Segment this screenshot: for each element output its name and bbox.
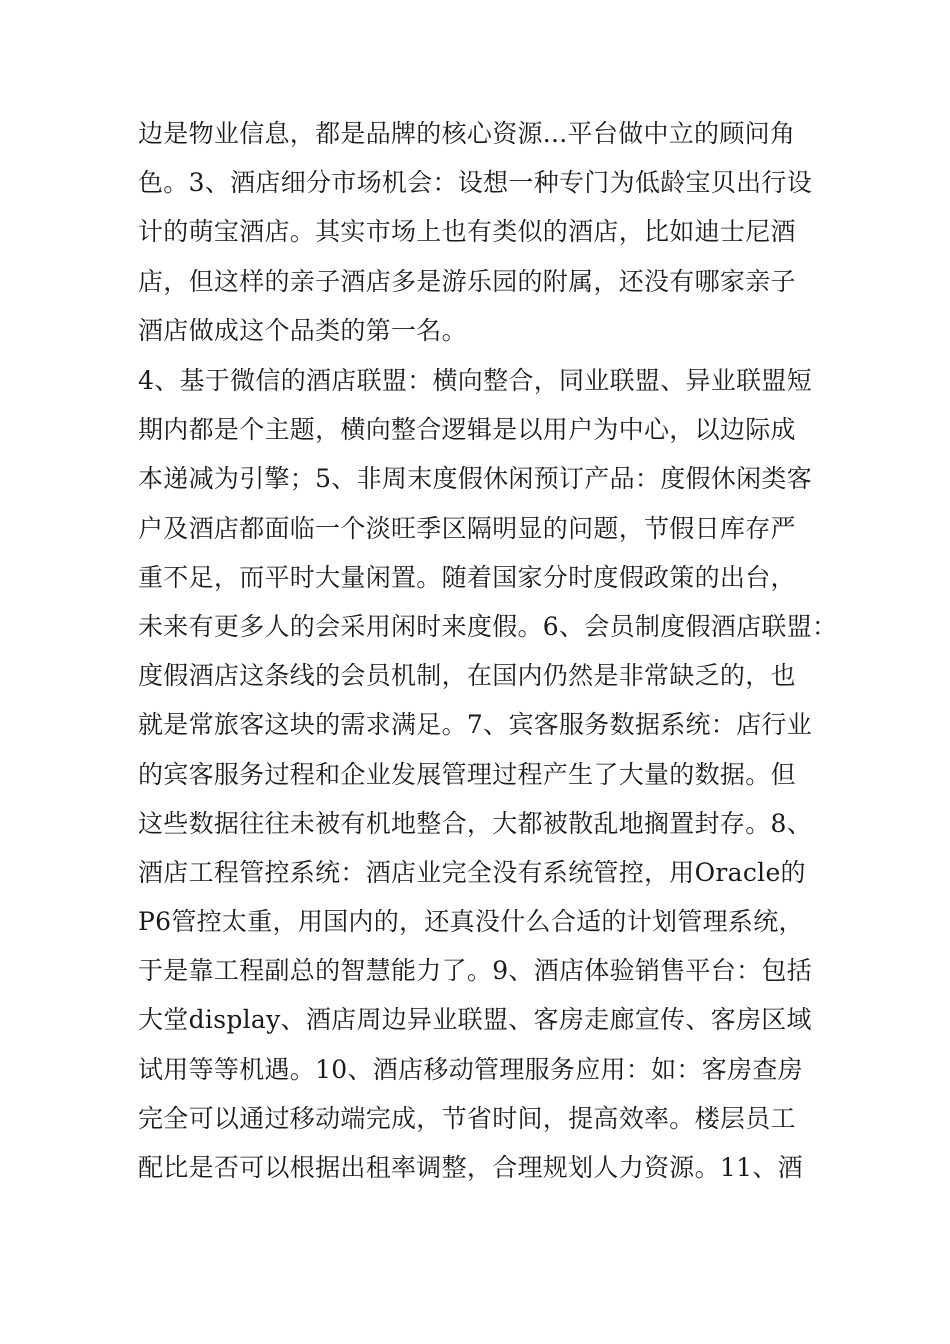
text-line: 试用等等机遇。10、酒店移动管理服务应用：如：客房查房 (138, 1054, 803, 1084)
text-line: 酒店工程管控系统：酒店业完全没有系统管控，用Oracle的 (138, 857, 806, 887)
text-line: 未来有更多人的会采用闲时来度假。6、会员制度假酒店联盟： (138, 611, 838, 641)
text-line: 店，但这样的亲子酒店多是游乐园的附属，还没有哪家亲子 (138, 266, 796, 296)
text-line: 就是常旅客这块的需求满足。7、宾客服务数据系统：店行业 (138, 710, 813, 740)
text-line: 4、基于微信的酒店联盟：横向整合，同业联盟、异业联盟短 (138, 366, 813, 395)
text-line: 完全可以通过移动端完成，节省时间，提高效率。楼层员工 (138, 1103, 796, 1133)
text-line: 度假酒店这条线的会员机制，在国内仍然是非常缺乏的，也 (138, 661, 796, 691)
text-line: P6管控太重，用国内的，还真没什么合适的计划管理系统， (138, 907, 804, 937)
text-line: 计的萌宝酒店。其实市场上也有类似的酒店，比如迪士尼酒 (138, 217, 796, 247)
paragraph-2 (138, 356, 838, 1192)
text-line: 期内都是个主题，横向整合逻辑是以用户为中心，以边际成 (138, 415, 796, 445)
text-line: 本递减为引擎；5、非周末度假休闲预订产品：度假休闲类客 (138, 464, 813, 494)
text-line: 的宾客服务过程和企业发展管理过程产生了大量的数据。但 (138, 759, 796, 789)
text-line: 这些数据往往未被有机地整合，大都被散乱地搁置封存。8、 (138, 808, 813, 838)
text-line: 酒店做成这个品类的第一名。 (138, 315, 467, 345)
text-line: 配比是否可以根据出租率调整，合理规划人力资源。11、酒 (138, 1153, 803, 1182)
paragraph-1 (138, 109, 838, 355)
text-line: 色。3、酒店细分市场机会：设想一种专门为低龄宝贝出行设 (138, 168, 813, 198)
text-line: 重不足，而平时大量闲置。随着国家分时度假政策的出台， (138, 562, 796, 592)
text-line: 户及酒店都面临一个淡旺季区隔明显的问题，节假日库存严 (138, 513, 796, 543)
text-line: 边是物业信息，都是品牌的核心资源...平台做中立的顾问角 (138, 119, 796, 148)
text-line: 大堂display、酒店周边异业联盟、客房走廊宣传、客房区域 (138, 1005, 812, 1035)
text-line: 于是靠工程副总的智慧能力了。9、酒店体验销售平台：包括 (138, 956, 813, 986)
